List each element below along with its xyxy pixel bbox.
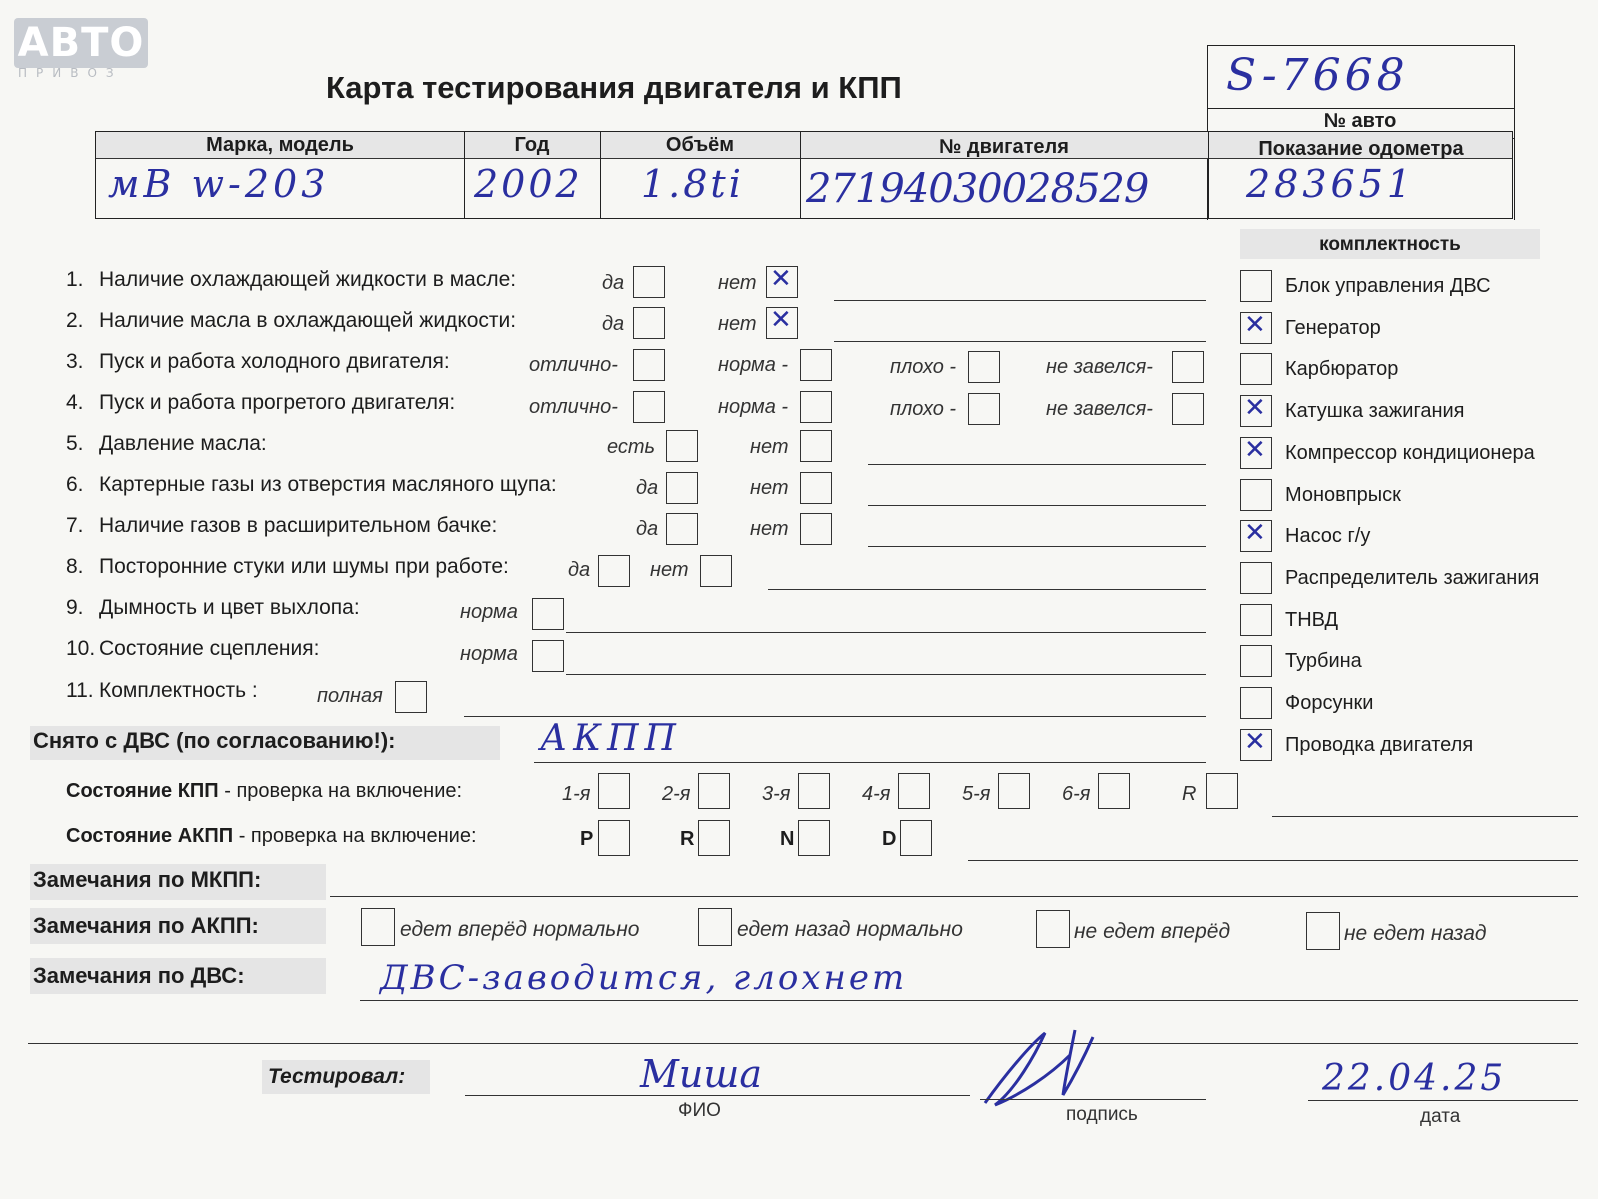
signature-image [975,1025,1105,1110]
date-label: дата [1420,1106,1461,1127]
q5-est-label: есть [607,436,656,458]
remarks-akpp-label: Замечания по АКПП: [33,913,259,938]
komplekt-item-label: Карбюратор [1285,358,1399,381]
q3-ne-zavelsya-label: не завелся- [1046,356,1153,378]
komplekt-item-label: Форсунки [1285,692,1374,714]
akpp-label-rest: - проверка на включение: [233,825,477,847]
col-sep-1 [464,132,465,218]
question-text: Наличие охлаждающей жидкости в масле: [99,268,517,291]
komplekt-checkbox[interactable] [1240,645,1272,677]
q1-da-label: да [602,272,625,294]
q11-polnaya-label: полная [317,685,383,707]
question-number: 9. [66,596,84,619]
kpp-gear-label: R [1182,783,1197,805]
question-text: Посторонние стуки или шумы при работе: [99,555,509,578]
q7-net-label: нет [750,518,789,540]
remarks-dvs-value: ДВС-заводится, глохнет [380,958,908,998]
q5-comment-line [868,464,1206,465]
komplekt-checkbox[interactable] [1240,270,1272,302]
q4-norma-checkbox[interactable] [800,391,832,423]
q6-da-label: да [636,477,659,499]
kpp-gear-label: 2-я [662,783,691,805]
q8-net-label: нет [650,559,689,581]
akpp-no-forward-checkbox[interactable] [1036,910,1070,948]
question-number: 1. [66,268,84,291]
komplekt-item-label: Генератор [1285,316,1381,339]
col-sep-4 [1208,132,1209,218]
remarks-dvs-label: Замечания по ДВС: [33,963,245,988]
akpp-mode-label: R [680,828,695,850]
akpp-label [66,825,477,848]
fio-line [465,1095,970,1096]
kpp-label-rest: - проверка на включение: [218,780,463,802]
komplekt-checkbox[interactable] [1240,687,1272,719]
tested-label: Тестировал: [268,1065,406,1088]
q3-ploho-checkbox[interactable] [968,351,1000,383]
kpp-gear-checkbox[interactable] [998,773,1030,809]
remarks-mkpp-line [330,896,1578,897]
question-text: Пуск и работа прогретого двигателя: [99,391,456,414]
logo-subtitle: ПРИВОЗ [18,66,123,80]
form-title: Карта тестирования двигателя и КПП [326,70,902,105]
question-number: 11. [66,679,94,702]
kpp-label [66,780,462,803]
question-text: Наличие масла в охлаждающей жидкости: [99,309,517,332]
q2-da-label: да [602,313,625,335]
q9-comment-line [566,632,1206,633]
komplekt-item-label: Моновпрыск [1285,483,1401,506]
brand-value: мВ w-203 [108,162,330,206]
q2-comment-line [834,341,1206,342]
akpp-backward-ok-checkbox[interactable] [698,908,732,946]
question-text: Картерные газы из отверстия масляного щупа: [99,473,557,496]
akpp-forward-ok-label: едет вперёд нормально [400,918,640,941]
q1-comment-line [834,300,1206,301]
kpp-gear-label: 6-я [1062,783,1091,805]
date-line [1308,1100,1578,1101]
q10-norma-checkbox[interactable] [532,640,564,672]
komplekt-item-label: Насос г/у [1285,525,1371,548]
volume-value: 1.8ti [641,162,744,206]
remarks-extra-line [28,1043,1578,1044]
q7-da-checkbox[interactable] [666,513,698,545]
q11-comment-line [464,716,1206,717]
komplekt-checkbox[interactable] [1240,437,1272,469]
removed-value: АКПП [540,718,682,759]
komplekt-checkbox[interactable] [1240,604,1272,636]
question-text: Дымность и цвет выхлопа: [99,596,360,619]
question-number: 8. [66,555,84,578]
komplekt-checkbox[interactable] [1240,729,1272,761]
akpp-mode-label: N [780,828,795,850]
col-engine-no: № двигателя [939,136,1069,158]
akpp-no-forward-label: не едет вперёд [1074,920,1231,943]
q1-da-checkbox[interactable] [633,266,665,298]
akpp-mode-checkbox[interactable] [698,820,730,856]
komplekt-item-label: Блок управления ДВС [1285,275,1491,297]
kpp-gear-checkbox[interactable] [698,773,730,809]
kpp-gear-label: 4-я [862,783,891,805]
question-number: 7. [66,514,84,537]
q3-otlichno-label: отлично- [529,354,618,376]
q5-est-checkbox[interactable] [666,430,698,462]
komplekt-item-label: Турбина [1285,650,1362,673]
q4-ploho-label: плохо - [890,398,957,420]
removed-label: Снято с ДВС (по согласованию!): [33,728,396,753]
q10-norma-label: норма [460,643,518,665]
akpp-forward-ok-checkbox[interactable] [361,908,395,946]
q2-da-checkbox[interactable] [633,307,665,339]
q3-ploho-label: плохо - [890,356,957,378]
question-number: 5. [66,432,84,455]
q4-otlichno-checkbox[interactable] [633,391,665,423]
akpp-mode-label: D [882,828,897,850]
komplekt-title: комплектность [1319,234,1461,255]
akpp-mode-checkbox[interactable] [900,820,932,856]
remarks-mkpp-label: Замечания по МКПП: [33,867,262,892]
q3-otlichno-checkbox[interactable] [633,349,665,381]
kpp-gear-label: 1-я [562,783,591,805]
tester-name: Миша [640,1052,763,1096]
signature-label: подпись [1066,1104,1138,1125]
q9-norma-label: норма [460,601,518,623]
question-number: 6. [66,473,84,496]
akpp-no-backward-checkbox[interactable] [1306,912,1340,950]
q6-net-checkbox[interactable] [800,472,832,504]
komplekt-item-label: Катушка зажигания [1285,400,1465,423]
kpp-label-bold: Состояние КПП [66,780,219,802]
komplekt-checkbox[interactable] [1240,312,1272,344]
col-sep-3 [800,132,801,218]
q7-net-checkbox[interactable] [800,513,832,545]
akpp-label-bold: Состояние АКПП [66,825,234,847]
col-sep-2 [600,132,601,218]
question-number: 3. [66,350,84,373]
q4-ne-zavelsya-label: не завелся- [1046,398,1153,420]
q4-norma-label: норма - [718,396,789,418]
q7-da-label: да [636,518,659,540]
q3-ne-zavelsya-checkbox[interactable] [1172,351,1204,383]
komplekt-item-label: Распределитель зажигания [1285,566,1540,589]
komplekt-checkbox[interactable] [1240,353,1272,385]
question-number: 4. [66,391,84,414]
q4-ne-zavelsya-checkbox[interactable] [1172,393,1204,425]
q8-da-checkbox[interactable] [598,555,630,587]
q10-comment-line [566,674,1206,675]
q6-comment-line [868,505,1206,506]
q6-da-checkbox[interactable] [666,472,698,504]
akpp-backward-ok-label: едет назад нормально [737,918,963,941]
remarks-dvs-line [360,1000,1578,1001]
komplekt-item-label: ТНВД [1285,608,1339,631]
fio-label: ФИО [678,1100,721,1121]
q1-net-label: нет [718,272,757,294]
q3-norma-label: норма - [718,354,789,376]
akpp-no-backward-label: не едет назад [1344,922,1487,945]
question-text: Давление масла: [99,432,267,455]
removed-line [534,762,1206,763]
q11-polnaya-checkbox[interactable] [395,681,427,713]
col-year: Год [514,134,550,156]
q3-norma-checkbox[interactable] [800,349,832,381]
komplekt-checkbox[interactable] [1240,395,1272,427]
q8-net-checkbox[interactable] [700,555,732,587]
q8-da-label: да [568,559,591,581]
q7-comment-line [868,546,1206,547]
question-number: 2. [66,309,84,332]
signature-line [980,1099,1206,1100]
q6-net-label: нет [750,477,789,499]
q8-comment-line [768,589,1206,590]
col-brand: Марка, модель [206,134,354,156]
date-value: 22.04.25 [1322,1058,1507,1099]
question-number: 10. [66,637,96,660]
komplekt-checkbox[interactable] [1240,562,1272,594]
komplekt-item-label: Компрессор кондиционера [1285,441,1535,464]
kpp-gear-label: 5-я [962,783,991,805]
akpp-mode-checkbox[interactable] [598,820,630,856]
avto-privoz-logo: АВТО [14,18,148,68]
year-value: 2002 [474,162,583,206]
question-text: Наличие газов в расширительном бачке: [99,514,498,537]
q4-otlichno-label: отлично- [529,396,618,418]
akpp-comment-line [968,860,1578,861]
komplekt-checkbox[interactable] [1240,520,1272,552]
question-text: Пуск и работа холодного двигателя: [99,350,450,373]
q5-net-label: нет [750,436,789,458]
komplekt-checkbox[interactable] [1240,479,1272,511]
komplekt-item-label: Проводка двигателя [1285,733,1474,756]
akpp-mode-checkbox[interactable] [798,820,830,856]
q2-net-label: нет [718,313,757,335]
engine-no-value: 27194030028529 [806,166,1149,212]
kpp-gear-label: 3-я [762,783,791,805]
q2-net-checkbox[interactable] [766,307,798,339]
question-text: Комплектность : [99,679,258,702]
kpp-gear-checkbox[interactable] [598,773,630,809]
kpp-gear-checkbox[interactable] [1098,773,1130,809]
q4-ploho-checkbox[interactable] [968,393,1000,425]
stock-number: S-7668 [1226,50,1409,101]
kpp-comment-line [1272,816,1578,817]
col-odometer: Показание одометра [1258,138,1464,160]
q9-norma-checkbox[interactable] [532,598,564,630]
akpp-mode-label: P [580,828,594,850]
kpp-gear-checkbox[interactable] [1206,773,1238,809]
kpp-gear-checkbox[interactable] [898,773,930,809]
question-text: Состояние сцепления: [99,637,320,660]
auto-no-label: № авто [1323,110,1397,132]
vehicle-table [95,131,1513,219]
kpp-gear-checkbox[interactable] [798,773,830,809]
col-volume: Объём [665,134,735,156]
q1-net-checkbox[interactable] [766,266,798,298]
q5-net-checkbox[interactable] [800,430,832,462]
odometer-value: 283651 [1246,162,1416,206]
